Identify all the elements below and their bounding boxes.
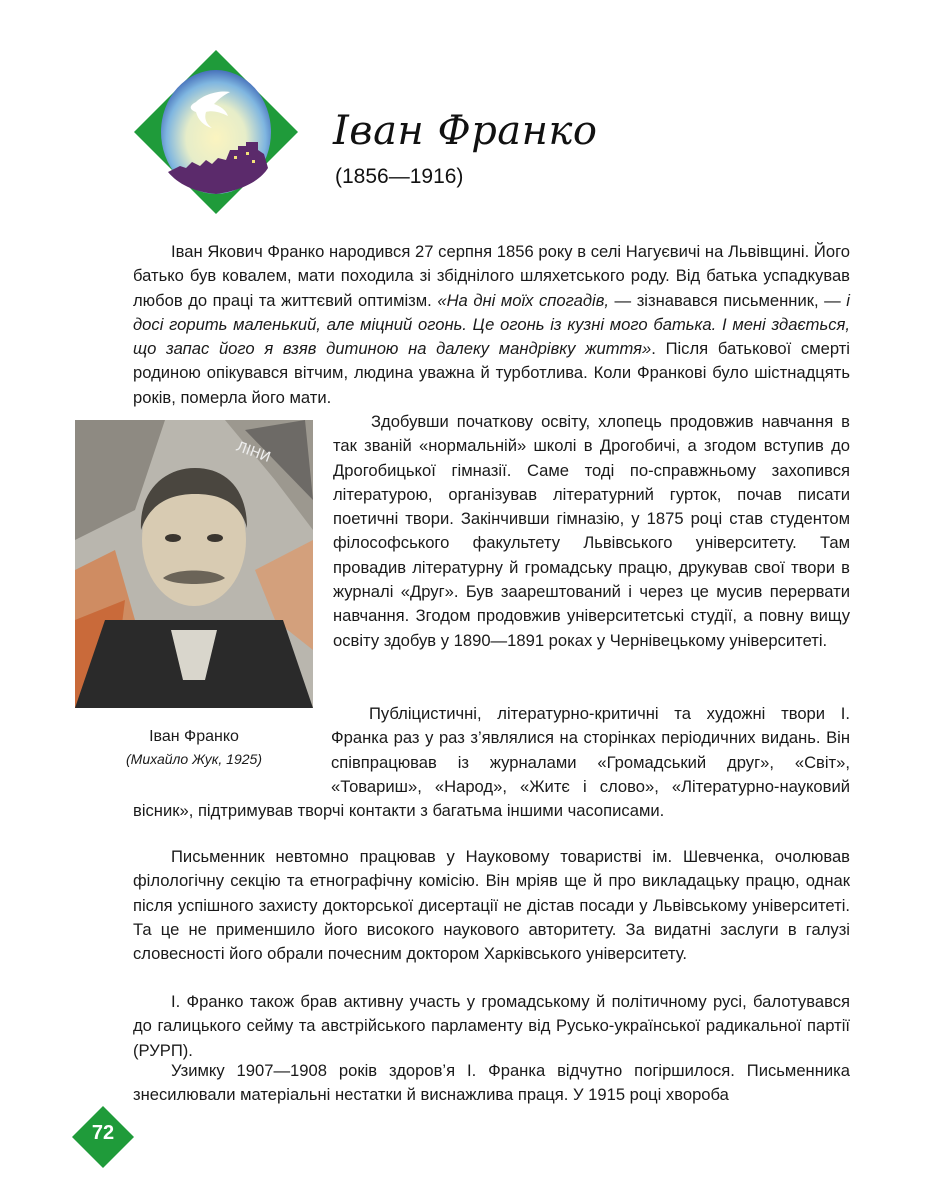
- portrait-caption-credit: (Михайло Жук, 1925): [126, 751, 262, 767]
- text-run: Публіцистичні, літературно-критичні та художні твори І. Франка раз у раз з’являлися на сторінках періодичних видань. Він співпрацював із журналами «Громадський друг», «Світ», «Товариш», «Народ», «Житє і слово», «Літературно-науковий вісник», підтримував творчі контакти з багатьма іншими часописами.: [133, 704, 850, 821]
- portrait-caption-name: Іван Франко: [149, 728, 239, 745]
- text-run: Здобувши початкову освіту, хлопець продовжив навчання в так званій «нормальній» школі в Дрогобичі, а згодом вступив до Дрогобицької гімназії. Саме тоді по-справжньому захопився літературою, організував літературний гурток, почав писати поетичні твори. Закінчивши гімназію, у 1875 році став студентом філософського факультету Львівського університету. Там провадив літературну й громадську працю, друкував свої твори в журналі «Друг». Був заарештований і через це мусив перервати навчання. Згодом продовжив університетські студії, а повну вищу освіту здобув у 1890—1891 роках у Чернівецькому університеті.: [333, 412, 850, 650]
- quote-run: «На дні моїх спогадів,: [437, 290, 610, 310]
- paragraph-publications: [130, 702, 850, 823]
- paragraph-education: [333, 410, 850, 653]
- page-title: Іван Франко: [333, 108, 598, 154]
- paragraph-scientific-work: [133, 845, 850, 966]
- svg-text:ЛІНИ: ЛІНИ: [233, 438, 273, 466]
- portrait-credit-text: Михайло Жук, 1925: [130, 751, 258, 767]
- life-years: (1856—1916): [335, 165, 464, 188]
- page-number: 72: [91, 1122, 115, 1144]
- text-run: — зізнавався письменник, —: [609, 290, 847, 310]
- text-run: Узимку 1907—1908 років здоров’я І. Франка відчутно погіршилося. Письменника знесилювали матеріальні нестатки й виснажлива праця. У 1915 році хвороба: [133, 1061, 850, 1105]
- text-run: Письменник невтомно працював у Науковому товаристві ім. Шевченка, очолював філологічну секцію та етнографічну комісію. Він мріяв ще й про викладацьку працю, однак після успішного захисту докторської дисертації не дістав посади у Львівському університеті. Та це не применшило його високого наукового авторитету. За видатні заслуги в галузі словесності його обрали почесним доктором Харківського університету.: [133, 847, 850, 964]
- paragraph-biography-intro: [133, 240, 850, 410]
- portrait-image: [75, 420, 313, 708]
- paragraph-political-activity: [133, 990, 850, 1063]
- text-run: . Після батькової смерті родиною опікувався вітчим, людина уважна й турботлива. Коли Франкові було шістнадцять років, померла його мати.: [133, 339, 850, 407]
- chapter-emblem: [134, 50, 298, 214]
- paragraph-illness: [133, 1059, 850, 1108]
- text-run: І. Франко також брав активну участь у громадському й політичному русі, балотувався до галицького сейму та австрійського парламенту від Русько-української радикальної партії (РУРП).: [133, 992, 850, 1060]
- quote-run: і досі горить маленький, але міцний огонь. Це огонь із кузні мого батька. І мені здається, що запас його я взяв дитиною на далеку мандрівку життя»: [133, 290, 850, 359]
- text-run: Іван Якович Франко народився 27 серпня 1856 року в селі Нагуєвичі на Львівщині. Його батько був ковалем, мати походила зі збіднілого шляхетського роду. Від батька успадкував любов до праці та життєвий оптимізм.: [133, 242, 850, 310]
